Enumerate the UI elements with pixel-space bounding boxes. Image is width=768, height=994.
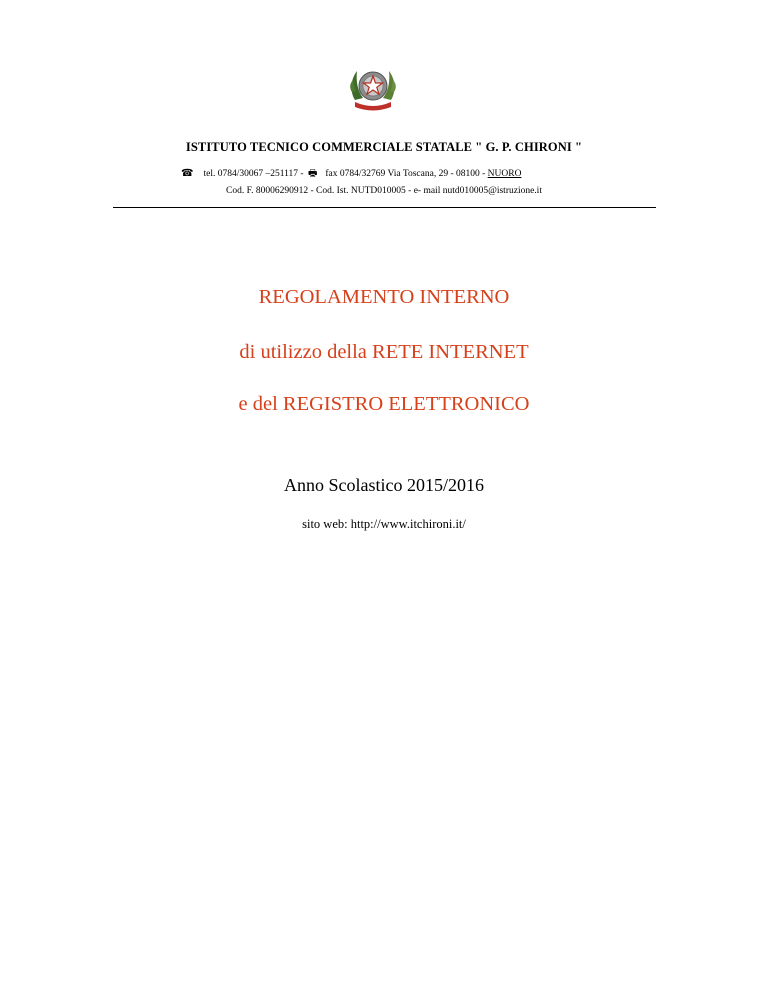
header-divider — [113, 207, 656, 208]
phone-text: tel. 0784/30067 –251117 - — [203, 169, 304, 179]
school-year: Anno Scolastico 2015/2016 — [284, 475, 484, 495]
website-link[interactable]: sito web: http://www.itchironi.it/ — [302, 517, 466, 531]
city-link[interactable]: NUORO — [487, 169, 522, 179]
fax-text: fax 0784/32769 Via Toscana, 29 - 08100 - — [325, 169, 486, 179]
phone-icon: ☎ — [181, 168, 194, 179]
school-name: ISTITUTO TECNICO COMMERCIALE STATALE " G. P. CHIRONI " — [185, 140, 583, 154]
fax-icon: 🖶 — [307, 168, 318, 179]
title-line-2: di utilizzo della RETE INTERNET — [239, 341, 529, 363]
contact-line — [181, 166, 521, 183]
italian-republic-emblem-icon — [347, 62, 399, 112]
title-line-3: e del REGISTRO ELETTRONICO — [238, 393, 530, 415]
codes-line: Cod. F. 80006290912 - Cod. Ist. NUTD010005 - e- mail nutd010005@istruzione.it — [226, 186, 542, 196]
title-line-1: REGOLAMENTO INTERNO — [258, 286, 510, 308]
